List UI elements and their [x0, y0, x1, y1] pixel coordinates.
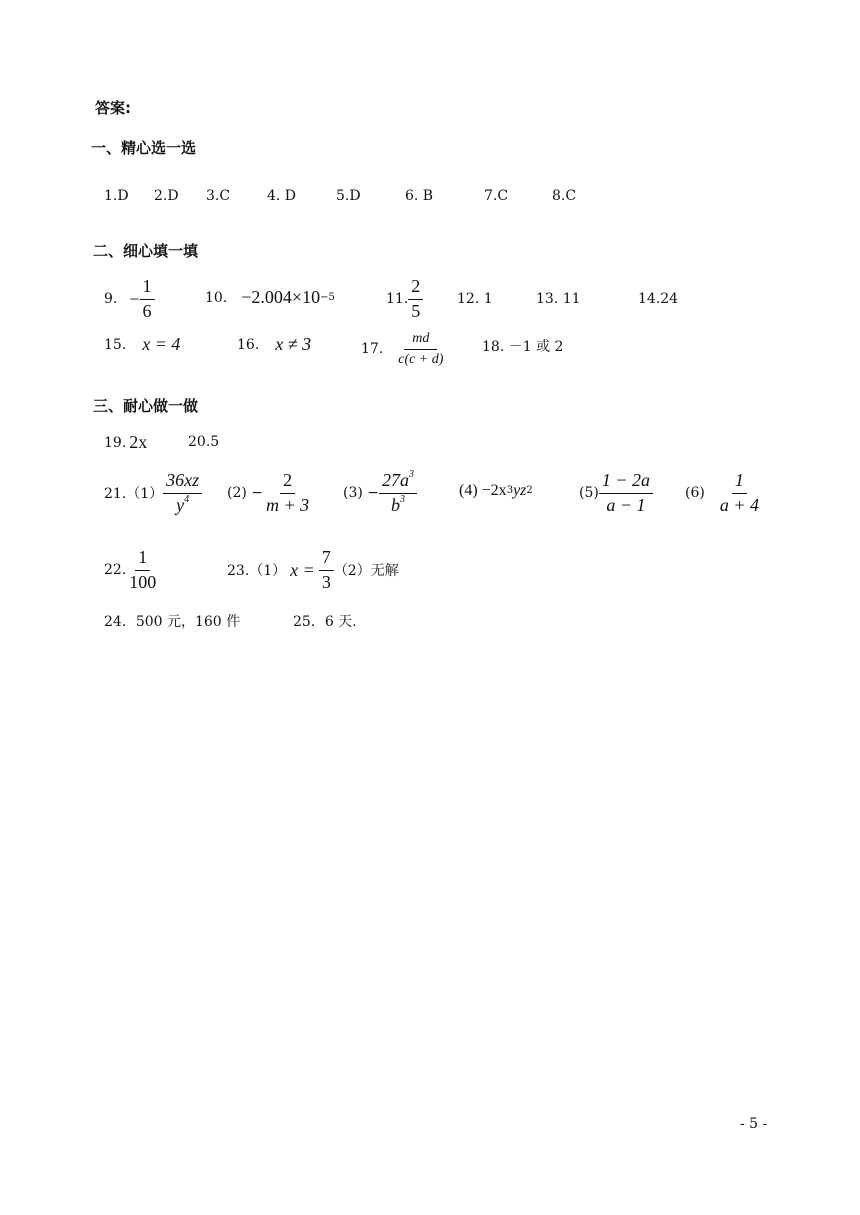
q11-numerator: 2 — [408, 277, 423, 300]
q23-denominator: 3 — [321, 571, 331, 592]
q21-5-numerator: 1 − 2a — [599, 471, 653, 494]
q21-2-fraction — [263, 471, 312, 516]
q17-numerator: md — [404, 331, 437, 349]
q19-label: 19. — [104, 434, 127, 451]
q21-6-fraction — [717, 471, 762, 516]
q21-1-numerator: 36xz — [163, 471, 202, 494]
q9-denominator: 6 — [142, 300, 152, 321]
q9-numerator: 1 — [140, 277, 155, 300]
q9-fraction — [140, 277, 155, 322]
p1-answer: 7.C — [484, 188, 509, 204]
q21-4-mid: yz — [513, 482, 527, 499]
p1-answer: 2.D — [154, 188, 179, 204]
q21-3 — [343, 467, 417, 519]
q11-fraction — [408, 277, 423, 322]
q17 — [361, 326, 446, 372]
q21-2-numerator: 2 — [280, 471, 295, 494]
q15-expression: x = 4 — [142, 334, 181, 354]
q17-fraction — [395, 331, 446, 367]
q21-3-fraction — [379, 468, 417, 516]
q14: 14.24 — [638, 291, 679, 307]
p1-answer: 5.D — [336, 188, 361, 204]
q21-4: (4) −2x 3 yz 2 — [459, 482, 533, 499]
q10: 10. −2.004×10 −5 — [205, 287, 335, 307]
q21-1-exponent: 4 — [184, 493, 190, 505]
q15 — [104, 334, 180, 355]
q21 — [104, 467, 202, 519]
p1-answer: 6. B — [405, 188, 434, 204]
q15-label: 15. — [104, 336, 127, 353]
p1-answer: 4. D — [267, 188, 297, 204]
q23-numerator: 7 — [319, 548, 334, 571]
q21-3-numerator: 27a — [382, 469, 410, 490]
q11 — [386, 276, 423, 322]
q16-expression: x ≠ 3 — [275, 334, 312, 354]
q21-1-denominator: y — [176, 494, 185, 515]
page-number: - 5 - — [740, 1116, 768, 1132]
p1-answer: 3.C — [206, 188, 231, 204]
q21-3-num-exponent: 3 — [409, 468, 415, 480]
q21-3-den-exponent: 3 — [400, 493, 406, 505]
q23-label: 23.（1） — [227, 563, 287, 579]
q21-3-denominator: b — [391, 494, 401, 515]
p1-answer: 1.D — [104, 188, 129, 204]
q21-6-denominator: a + 4 — [719, 494, 759, 515]
q21-5-denominator: a − 1 — [606, 494, 646, 515]
q16 — [237, 334, 311, 355]
q23-part2: （2）无解 — [333, 563, 399, 579]
q21-4-term: (4) −2x — [459, 482, 507, 499]
section-heading-3: 三、耐心做一做 — [93, 397, 199, 415]
q10-label: 10. — [205, 289, 228, 306]
q21-2-label: (2) − — [227, 485, 264, 501]
q10-value: −2.004×10 — [241, 287, 321, 307]
section-heading-2: 二、细心填一填 — [93, 242, 199, 260]
q21-6 — [685, 467, 762, 519]
q23-lhs: x = — [290, 559, 315, 580]
q11-label: 11. — [386, 291, 409, 307]
q17-label: 17. — [361, 341, 384, 357]
q22-fraction — [126, 548, 159, 593]
q21-2-denominator: m + 3 — [266, 494, 310, 515]
p1-answer: 8.C — [552, 188, 577, 204]
q20: 20.5 — [188, 434, 220, 450]
q21-6-label: (6) — [685, 485, 705, 501]
q21-label: 21.（1） — [104, 486, 164, 502]
q23 — [227, 546, 399, 594]
section-heading-1: 一、精心选一选 — [91, 139, 197, 157]
q21-5-label: (5) — [579, 485, 599, 501]
q19-expression: 2x — [129, 432, 148, 452]
q25: 25．6 天. — [293, 614, 357, 630]
q9 — [104, 276, 155, 322]
q21-5 — [579, 467, 653, 519]
q12: 12. 1 — [457, 291, 493, 307]
q22-denominator: 100 — [129, 571, 157, 592]
q18: 18. －1 或 2 — [482, 339, 564, 355]
q24: 24．500 元，160 件 — [104, 614, 241, 630]
q11-denominator: 5 — [411, 300, 421, 321]
answer-title: 答案: — [95, 99, 131, 117]
q13: 13. 11 — [536, 291, 581, 307]
q22-label: 22. — [104, 562, 127, 578]
q21-3-label: (3) − — [343, 485, 380, 501]
q19 — [104, 432, 147, 453]
q21-5-fraction — [599, 471, 653, 516]
q22 — [104, 546, 159, 594]
q21-1-fraction — [163, 471, 202, 516]
q17-denominator: c(c + d) — [398, 351, 444, 367]
q9-sign: − — [129, 288, 140, 309]
q21-6-numerator: 1 — [732, 471, 747, 494]
q23-fraction — [319, 548, 334, 593]
q21-2 — [227, 467, 312, 519]
q16-label: 16. — [237, 336, 260, 353]
q22-numerator: 1 — [135, 548, 150, 571]
q9-label: 9. — [104, 291, 118, 307]
